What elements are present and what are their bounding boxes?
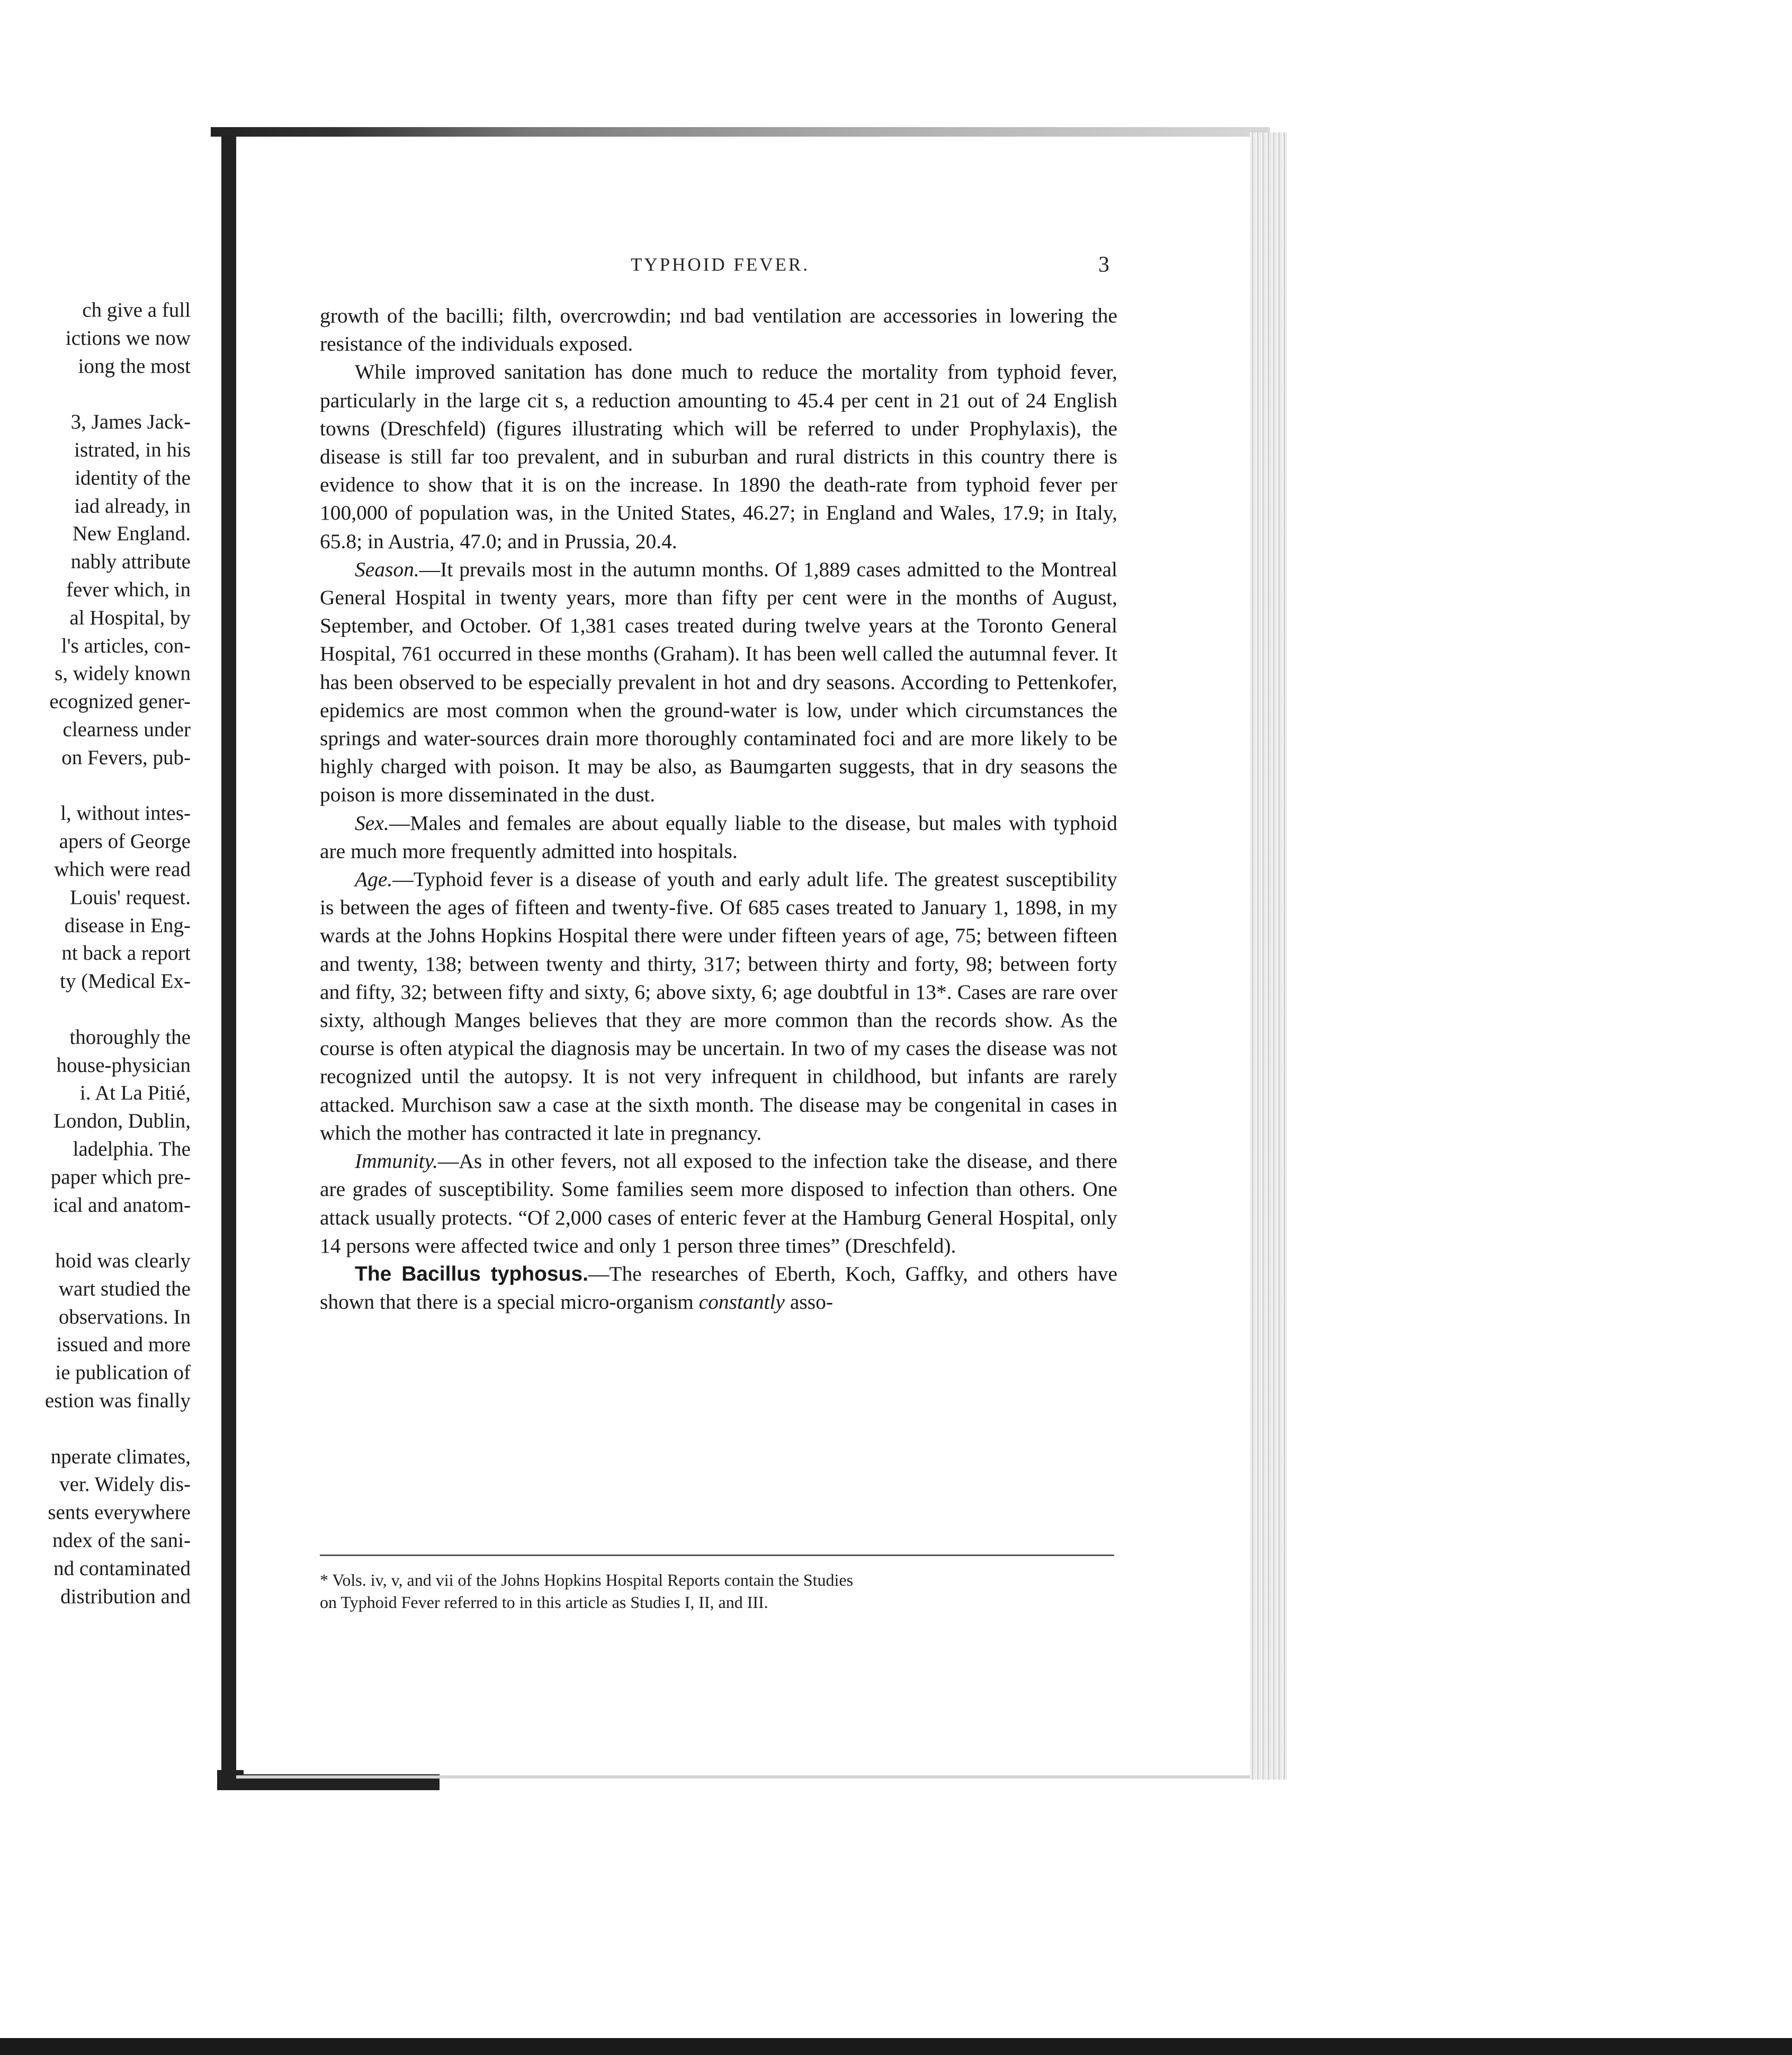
left-page-line: l's articles, con-	[61, 634, 191, 657]
footnote-rule	[320, 1554, 1114, 1556]
left-page-line: al Hospital, by	[69, 606, 191, 629]
left-page-line: s, widely known	[55, 662, 191, 685]
section-heading-bacillus: The Bacillus typhosus.	[355, 1262, 588, 1285]
paragraph-continuation: growth of the bacilli; filth, overcrowdin; ınd bad ventilation are accessories in lowering the resistance of the individuals exposed.	[320, 304, 1117, 356]
paragraph-sanitation: While improved sanitation has done much to reduce the mortality from typhoid fever, particularly in the large cit s, a reduction amounting to 45.4 per cent in 21 out of 24 English towns (Dreschfeld) (figures illustrating which will be referred to under Prophylaxis), the disease is still far too prevalent, and in suburban and rural districts in this country there is evidence to show that it is on the increase. In 1890 the death-rate from typhoid fever per 100,000 of population was, in the United States, 46.27; in England and Wales, 17.9; in Italy, 65.8; in Austria, 47.0; and in Prussia, 20.4.	[320, 360, 1117, 553]
left-page-line: ver. Widely dis-	[59, 1473, 191, 1496]
left-page-line: disease in Eng-	[64, 914, 191, 937]
left-page-line: on Fevers, pub-	[61, 746, 191, 769]
left-page-line: issued and more	[56, 1333, 191, 1356]
paragraph-immunity	[320, 1147, 1117, 1260]
left-page-line: sents everywhere	[48, 1501, 191, 1524]
left-page-line: fever which, in	[66, 578, 191, 601]
paragraph-bacillus	[320, 1260, 1117, 1316]
left-page-line: distribution and	[60, 1585, 191, 1608]
subhead-sex: Sex.	[355, 811, 389, 835]
footnote	[320, 1569, 1114, 1613]
paragraph-sex	[320, 809, 1117, 865]
bacillus-text-a: —The researches of Eberth, Koch, Gaffky, and others have shown that there is a special micro-organism	[320, 1262, 1117, 1314]
left-page-line: clearness under	[62, 718, 191, 741]
left-page-line: ladelphia. The	[73, 1137, 191, 1160]
left-page-line: iad already, in	[74, 494, 191, 517]
left-page-line: estion was finally	[44, 1389, 191, 1413]
left-page-line: istrated, in his	[74, 438, 191, 461]
running-head: TYPHOID FEVER.	[631, 254, 810, 275]
left-page-line: apers of George	[59, 830, 191, 853]
left-page-line: identity of the	[75, 466, 191, 489]
page-stack-edge	[1250, 132, 1287, 1780]
left-page-line: ty (Medical Ex-	[60, 970, 191, 993]
left-page-line	[0, 772, 191, 800]
page-bottom-edge	[236, 1775, 1269, 1779]
season-text: —It prevails most in the autumn months. Of 1,889 cases admitted to the Montreal General Hospital in twenty years, more than fifty per cent were in the months of August, September, and October. Of 1,381 cases treated during twelve years at the Toronto General Hospital, 761 occurred in these months (Graham). It has been well called the autumnal fever. It has been observed to be especially prevalent in hot and dry seasons. According to Pettenkofer, epidemics are most common when the ground-water is low, under which circumstances the springs and water-sources drain more thoroughly contaminated foci and are more likely to be highly charged with poison. It may be also, as Baumgarten suggests, that in dry seasons the poison is more disseminated in the dust.	[320, 557, 1117, 807]
paragraph-age	[320, 865, 1117, 1147]
binding-top-edge	[211, 127, 1270, 137]
page-number: 3	[1098, 253, 1109, 277]
left-page-line: l, without intes-	[60, 802, 191, 825]
left-page-line: which were read	[54, 857, 191, 881]
left-page-line: observations. In	[58, 1305, 191, 1328]
left-page-line: ndex of the sani-	[52, 1529, 191, 1552]
left-page-line: ical and anatom-	[53, 1193, 191, 1217]
left-page-line: ecognized gener-	[49, 690, 191, 713]
bacillus-text-b: asso-	[784, 1290, 833, 1314]
binding-spine	[221, 135, 236, 1782]
sex-text: —Males and females are about equally liable to the disease, but males with typhoid are much more frequently admitted into hospitals.	[320, 811, 1117, 863]
left-page-line: ie publication of	[55, 1361, 191, 1384]
left-page-line: nd contaminated	[53, 1557, 191, 1580]
left-page-fragment	[0, 297, 191, 1611]
left-page-line	[0, 996, 191, 1024]
left-page-line: house-physician	[56, 1053, 191, 1077]
left-page-line: ictions we now	[65, 326, 191, 350]
footnote-line-2: on Typhoid Fever referred to in this article as Studies I, II, and III.	[320, 1593, 768, 1612]
subhead-immunity: Immunity.	[355, 1149, 438, 1173]
left-page-line: iong the most	[78, 354, 191, 378]
paragraph-season	[320, 556, 1117, 809]
bacillus-emphasis: constantly	[698, 1290, 785, 1314]
left-page-line	[0, 1219, 191, 1247]
left-page-line: i. At La Pitié,	[79, 1082, 191, 1105]
subhead-age: Age.	[355, 868, 393, 891]
scan-bottom-border	[0, 2038, 1792, 2055]
left-page-line	[0, 380, 191, 408]
left-page-line: New England.	[72, 522, 191, 546]
left-page-line: London, Dublin,	[53, 1110, 191, 1133]
left-page-line: wart studied the	[58, 1277, 191, 1300]
age-text: —Typhoid fever is a disease of youth and early adult life. The greatest susceptibility is between the ages of fifteen and twenty-five. Of 685 cases treated to January 1, 1898, in my wards at the Johns Hopkins Hospital there were under fifteen years of age, 75; between fifteen and twenty, 138; between twenty and thirty, 317; between thirty and forty, 98; between forty and fifty, 32; between fifty and sixty, 6; above sixty, 6; age doubtful in 13*. Cases are rare over sixty, although Manges believes that they are more common than the records show. As the course is often atypical the diagnosis may be uncertain. In two of my cases the disease was not recognized until the autopsy. It is not very infrequent in childhood, but infants are rarely attacked. Murchison saw a case at the sixth month. The disease may be congenital in cases in which the mother has contracted it late in pregnancy.	[320, 868, 1117, 1145]
left-page-line: nably attribute	[70, 550, 191, 574]
immunity-text: —As in other fevers, not all exposed to the infection take the disease, and there are grades of susceptibility. Some families seem more disposed to infection than others. One attack usually protects. “Of 2,000 cases of enteric fever at the Hamburg General Hospital, only 14 persons were affected twice and only 1 person three times” (Dreschfeld).	[320, 1149, 1117, 1257]
left-page-line: paper which pre-	[50, 1165, 191, 1189]
footnote-line-1: * Vols. iv, v, and vii of the Johns Hopkins Hospital Reports contain the Studies	[320, 1570, 854, 1589]
left-page-line: nperate climates,	[50, 1445, 191, 1468]
left-page-line	[0, 1415, 191, 1443]
left-page-line: ch give a full	[82, 299, 191, 321]
body-text	[320, 302, 1117, 1316]
left-page-line: thoroughly the	[69, 1025, 191, 1049]
left-page-line: Louis' request.	[70, 886, 191, 909]
left-page-line: 3, James Jack-	[70, 410, 191, 434]
subhead-season: Season.	[355, 557, 419, 581]
left-page-line: nt back a report	[61, 942, 191, 965]
left-page-line: hoid was clearly	[55, 1249, 191, 1273]
